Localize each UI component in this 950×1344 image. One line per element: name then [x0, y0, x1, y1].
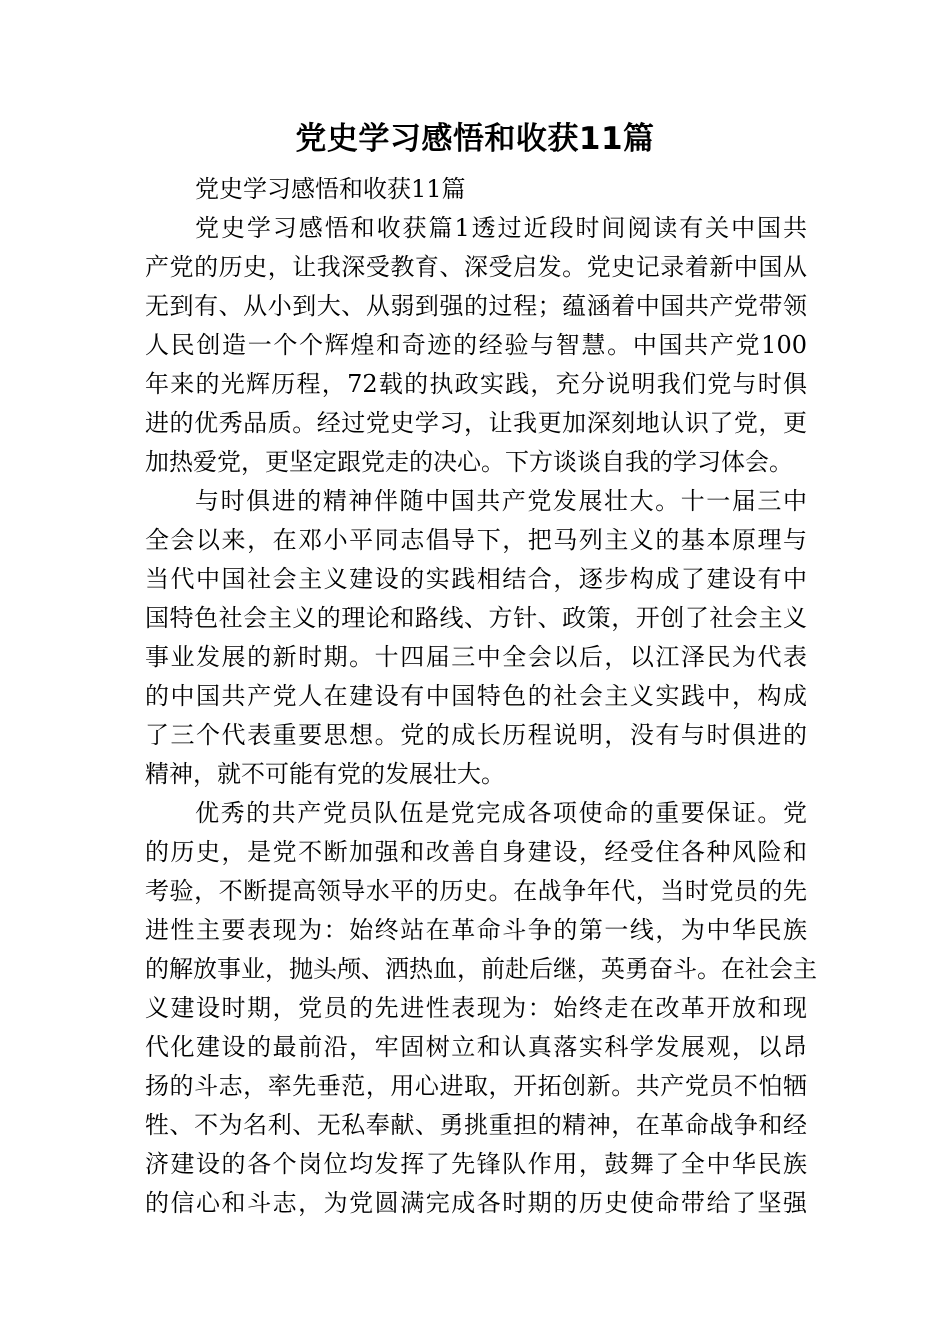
paragraph-line: 与时俱进的精神伴随中国共产党发展壮大。十一届三中	[195, 487, 807, 515]
paragraph-line: 了三个代表重要思想。党的成长历程说明，没有与时俱进的	[145, 721, 807, 749]
paragraph-line: 无到有、从小到大、从弱到强的过程；蕴涵着中国共产党带领	[145, 292, 807, 320]
paragraph-line: 代化建设的最前沿，牢固树立和认真落实科学发展观，以昂	[145, 1033, 807, 1061]
paragraph-line: 的历史，是党不断加强和改善自身建设，经受住各种风险和	[145, 838, 807, 866]
paragraph-line: 年来的光辉历程，72载的执政实践，充分说明我们党与时俱	[145, 370, 807, 398]
document-body	[145, 170, 817, 1223]
paragraph	[145, 482, 807, 794]
paragraph-line: 义建设时期，党员的先进性表现为：始终走在改革开放和现	[145, 994, 807, 1022]
paragraph-line: 的中国共产党人在建设有中国特色的社会主义实践中，构成	[145, 682, 807, 710]
paragraph-line: 扬的斗志，率先垂范，用心进取，开拓创新。共产党员不怕牺	[145, 1072, 807, 1100]
paragraph-line: 人民创造一个个辉煌和奇迹的经验与智慧。中国共产党100	[145, 331, 807, 359]
paragraph-line: 进性主要表现为：始终站在革命斗争的第一线，为中华民族	[145, 916, 807, 944]
paragraph	[145, 794, 817, 1223]
paragraph-line: 国特色社会主义的理论和路线、方针、政策，开创了社会主义	[145, 604, 807, 632]
paragraph-line: 牲、不为名利、无私奉献、勇挑重担的精神，在革命战争和经	[145, 1111, 807, 1139]
paragraph-line: 考验，不断提高领导水平的历史。在战争年代，当时党员的先	[145, 877, 807, 905]
paragraph-line: 党史学习感悟和收获11篇	[195, 175, 466, 203]
paragraph-line: 精神，就不可能有党的发展壮大。	[145, 760, 505, 788]
paragraph	[145, 170, 807, 209]
paragraph-line: 的信心和斗志，为党圆满完成各时期的历史使命带给了坚强	[145, 1189, 807, 1217]
paragraph-line: 产党的历史，让我深受教育、深受启发。党史记录着新中国从	[145, 253, 807, 281]
paragraph	[145, 209, 807, 482]
document-title: 党史学习感悟和收获11篇	[295, 121, 655, 157]
paragraph-line: 当代中国社会主义建设的实践相结合，逐步构成了建设有中	[145, 565, 807, 593]
paragraph-line: 优秀的共产党员队伍是党完成各项使命的重要保证。党	[195, 799, 807, 827]
paragraph-line: 事业发展的新时期。十四届三中全会以后，以江泽民为代表	[145, 643, 807, 671]
paragraph-line: 进的优秀品质。经过党史学习，让我更加深刻地认识了党，更	[145, 409, 807, 437]
paragraph-line: 济建设的各个岗位均发挥了先锋队作用，鼓舞了全中华民族	[145, 1150, 807, 1178]
paragraph-line: 加热爱党，更坚定跟党走的决心。下方谈谈自我的学习体会。	[145, 448, 793, 476]
paragraph-line: 全会以来，在邓小平同志倡导下，把马列主义的基本原理与	[145, 526, 807, 554]
paragraph-line: 的解放事业，抛头颅、洒热血，前赴后继，英勇奋斗。在社会主	[145, 955, 817, 983]
paragraph-line: 党史学习感悟和收获篇1透过近段时间阅读有关中国共	[195, 214, 807, 242]
